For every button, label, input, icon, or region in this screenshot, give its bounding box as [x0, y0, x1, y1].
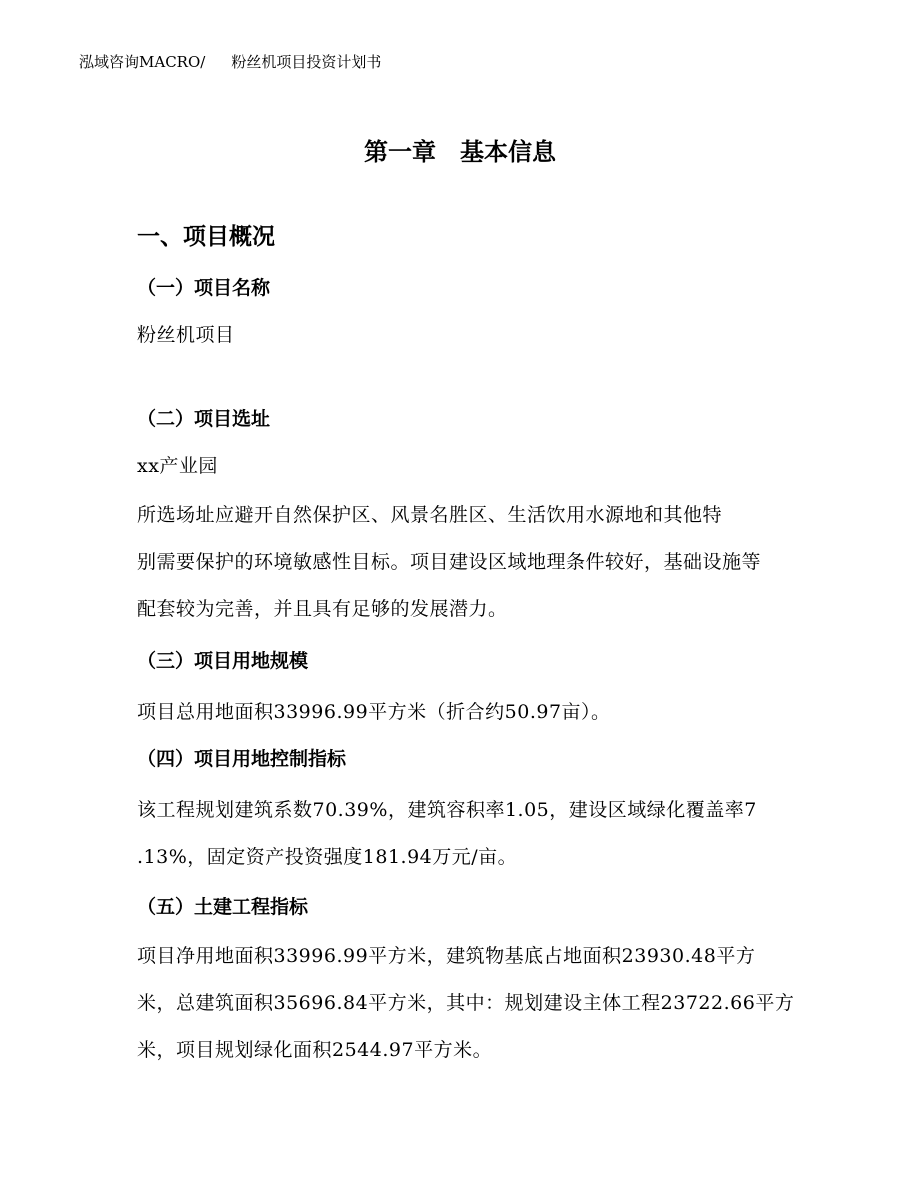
- paragraph-line: xx产业园: [137, 455, 218, 477]
- paragraph-line: 项目总用地面积33996.99平方米（折合约50.97亩）。: [137, 701, 611, 723]
- project-site-location: [137, 443, 825, 490]
- subheading-construction: （五）土建工程指标: [137, 896, 309, 918]
- subheading-project-site: （二）项目选址: [137, 408, 271, 430]
- chapter-title: 第一章 基本信息: [364, 138, 556, 166]
- project-site-description: [137, 492, 825, 633]
- subheading-land-control: （四）项目用地控制指标: [137, 748, 347, 770]
- header-doc-title: 粉丝机项目投资计划书: [231, 53, 382, 71]
- subheading-project-name: （一）项目名称: [137, 277, 271, 299]
- paragraph-line: 米，总建筑面积35696.84平方米，其中：规划建设主体工程23722.66平方: [137, 992, 795, 1014]
- paragraph-line: 粉丝机项目: [137, 324, 235, 346]
- paragraph-line: 项目净用地面积33996.99平方米，建筑物基底占地面积23930.48平方: [137, 945, 756, 967]
- paragraph-line: 所选场址应避开自然保护区、风景名胜区、生活饮用水源地和其他特: [137, 504, 723, 526]
- land-control-text: [137, 787, 825, 881]
- section-heading-overview: 一、项目概况: [137, 224, 275, 250]
- paragraph-line: 该工程规划建筑系数70.39%，建筑容积率1.05，建设区域绿化覆盖率7: [137, 799, 757, 821]
- construction-text: [137, 933, 825, 1074]
- paragraph-line: 配套较为完善，并且具有足够的发展潜力。: [137, 598, 508, 620]
- paragraph-line: 米，项目规划绿化面积2544.97平方米。: [137, 1039, 493, 1061]
- running-header: [79, 52, 381, 72]
- subheading-land-scale: （三）项目用地规模: [137, 650, 309, 672]
- paragraph-line: 别需要保护的环境敏感性目标。项目建设区域地理条件较好，基础设施等: [137, 551, 762, 573]
- project-name-text: [137, 312, 825, 359]
- header-source: 泓域咨询MACRO/: [79, 53, 206, 71]
- land-scale-text: [137, 689, 825, 736]
- paragraph-line: .13%，固定资产投资强度181.94万元/亩。: [137, 846, 518, 868]
